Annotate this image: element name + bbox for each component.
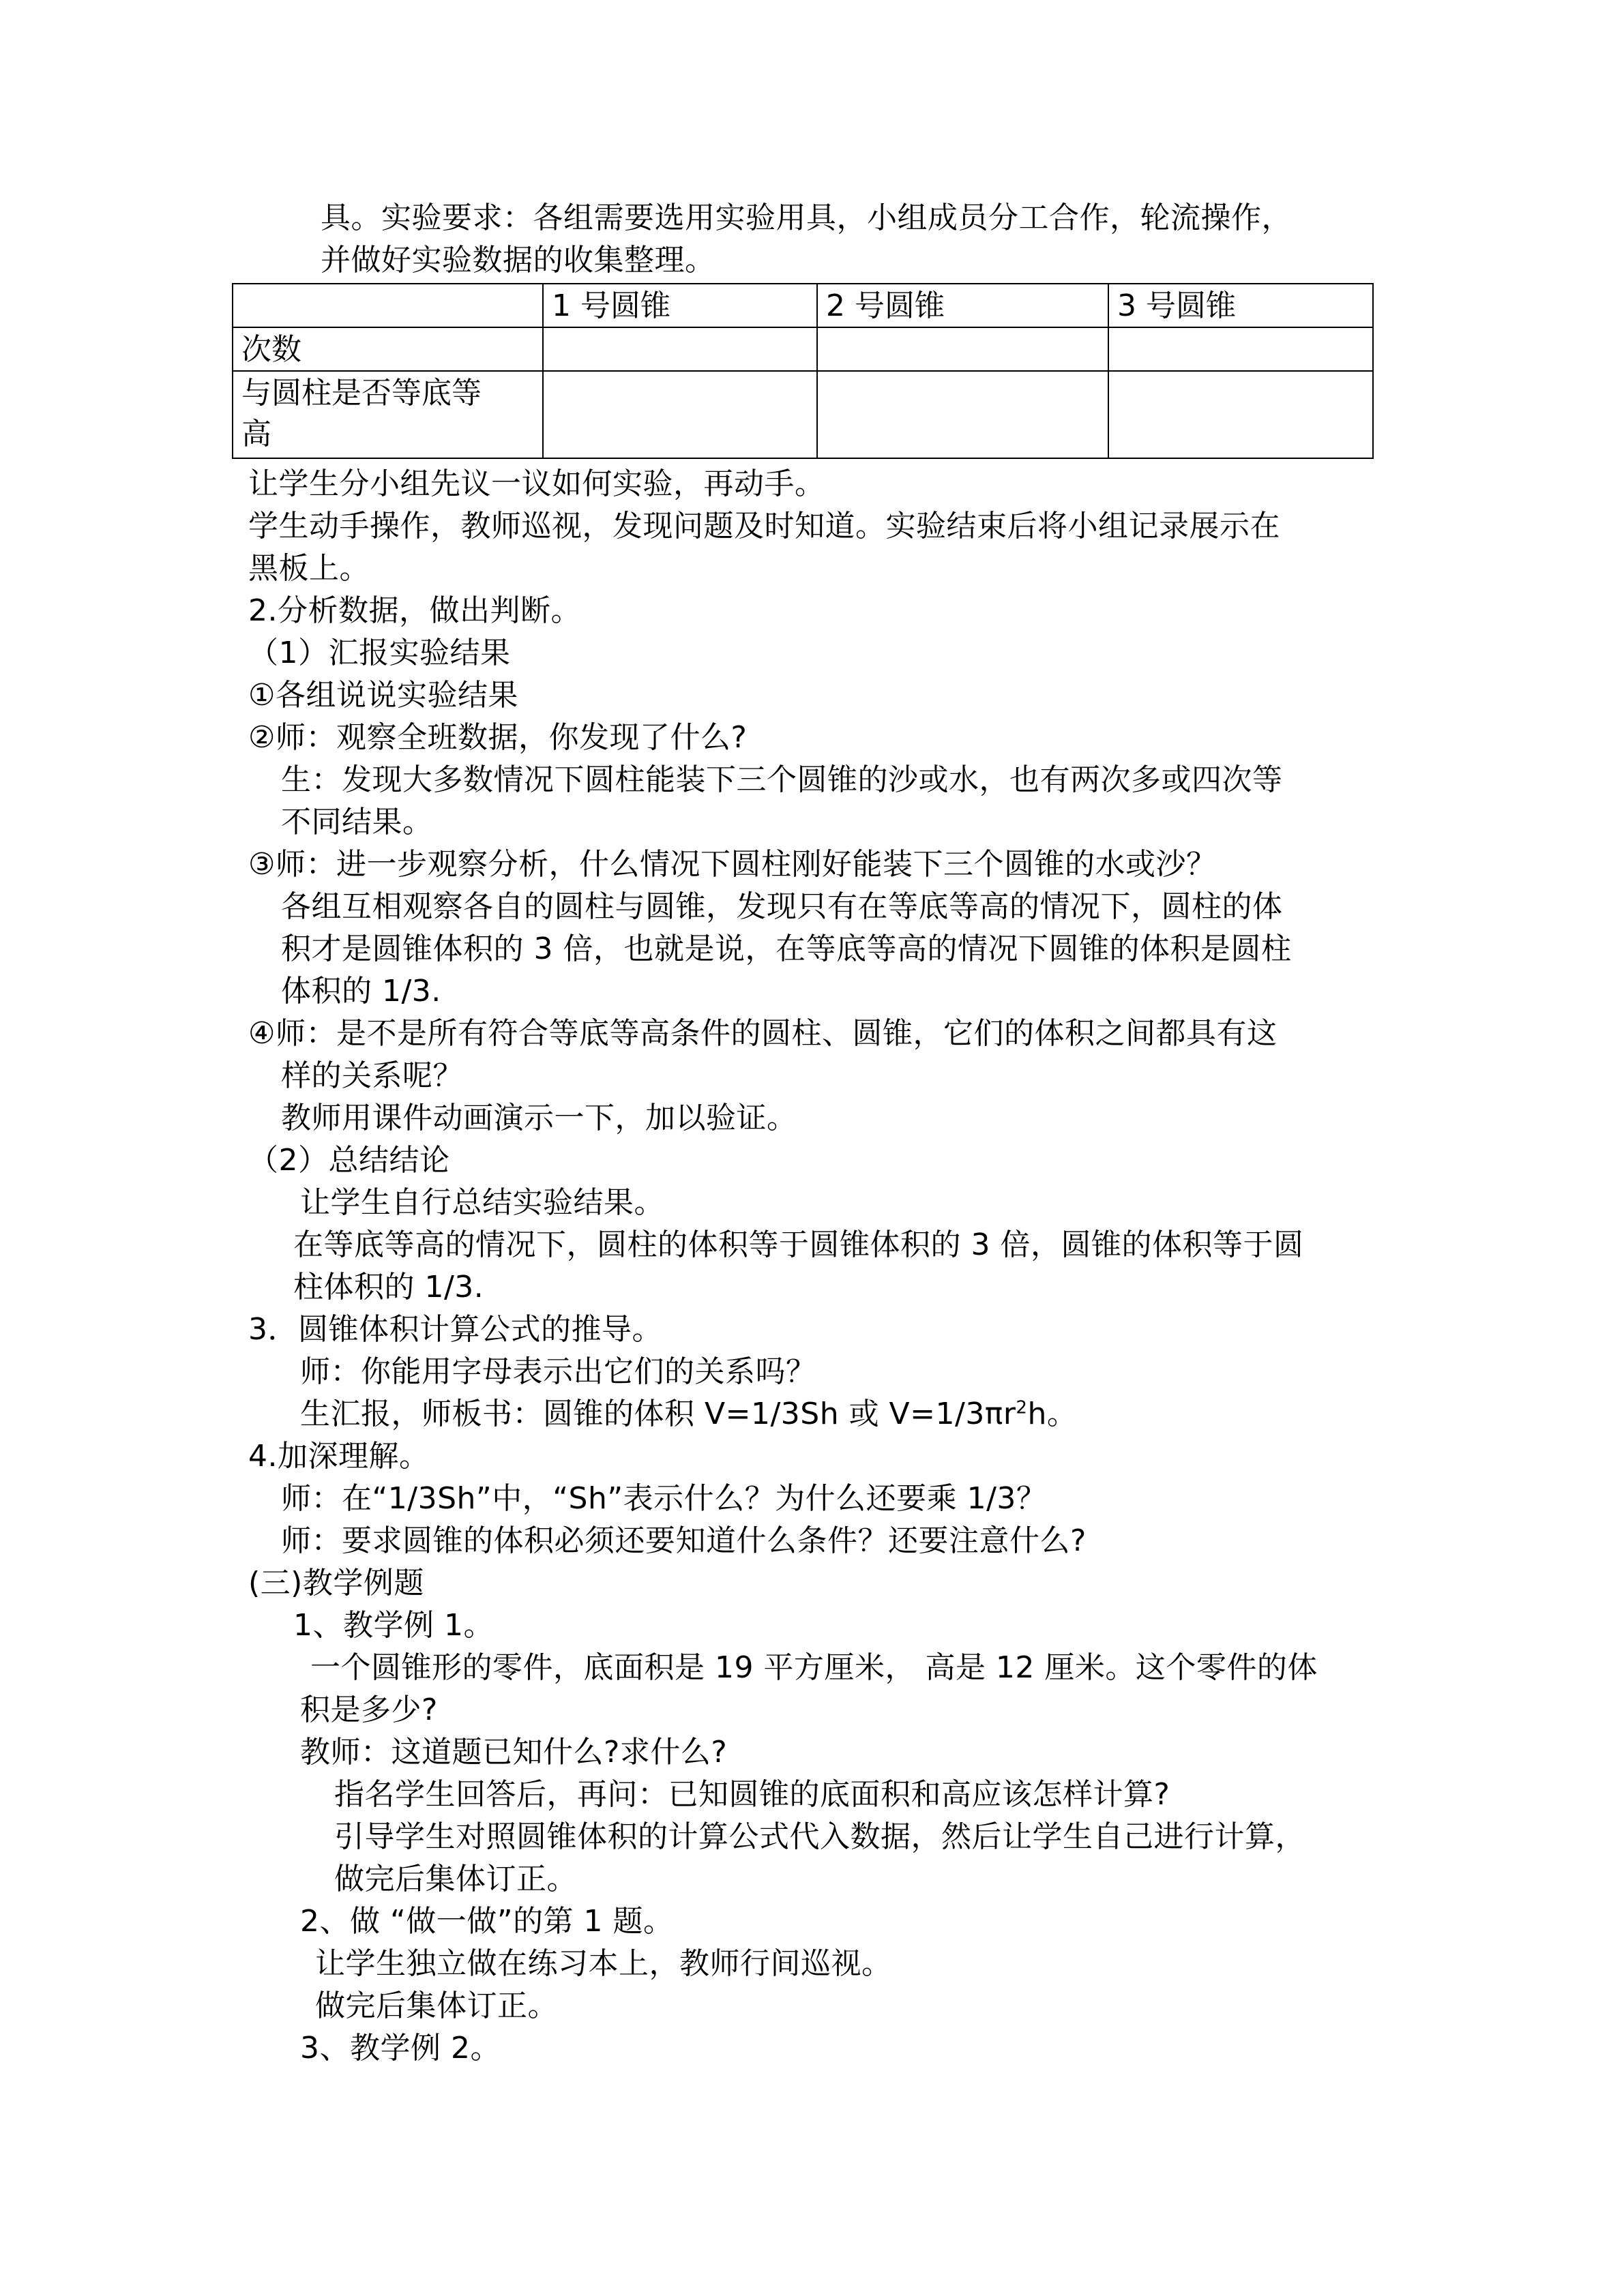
body-line: 让学生独立做在练习本上，教师行间巡视。 <box>315 1946 892 1981</box>
table-header-cell <box>233 284 543 327</box>
body-line: 做完后集体订正。 <box>334 1862 577 1896</box>
section-heading: 3．圆锥体积计算公式的推导。 <box>248 1312 662 1347</box>
body-line: 生：发现大多数情况下圆柱能装下三个圆锥的沙或水，也有两次多或四次等 <box>281 762 1283 797</box>
formula-superscript: 2 <box>1016 1397 1028 1418</box>
body-line: 做完后集体订正。 <box>315 1988 558 2023</box>
body-line: ②师：观察全班数据，你发现了什么? <box>248 720 748 755</box>
intro-line-2: 并做好实验数据的收集整理。 <box>321 243 715 278</box>
body-line: 教师：这道题已知什么?求什么? <box>300 1735 728 1770</box>
sub-heading: （2）总结结论 <box>248 1143 450 1178</box>
body-line: 体积的 1/3. <box>281 974 441 1009</box>
section-heading: (三)教学例题 <box>248 1566 424 1600</box>
body-line: 柱体积的 1/3. <box>293 1270 484 1304</box>
body-line: 积是多少? <box>300 1693 438 1727</box>
body-line: 指名学生回答后，再问：已知圆锥的底面积和高应该怎样计算? <box>334 1777 1170 1812</box>
section-heading: 2.分析数据，做出判断。 <box>248 593 581 628</box>
table-cell <box>817 327 1108 371</box>
table-cell <box>543 371 817 458</box>
table-header-cell: 2 号圆锥 <box>817 284 1108 327</box>
sub-heading: 3、教学例 2。 <box>300 2031 501 2066</box>
table-cell <box>233 371 543 458</box>
sub-heading: 1、教学例 1。 <box>293 1608 494 1643</box>
table-cell <box>543 327 817 371</box>
intro-line-1: 具。实验要求：各组需要选用实验用具，小组成员分工合作，轮流操作， <box>321 200 1292 235</box>
table-row <box>233 371 1373 458</box>
table-cell <box>817 371 1108 458</box>
body-line: 一个圆锥形的零件，底面积是 19 平方厘米， 高是 12 厘米。这个零件的体 <box>310 1650 1318 1685</box>
table-cell <box>1108 371 1373 458</box>
body-line: 学生动手操作，教师巡视，发现问题及时知道。实验结束后将小组记录展示在 <box>248 509 1280 543</box>
formula-text: 生汇报，师板书：圆锥的体积 V=1/3Sh 或 V=1/3πr <box>300 1397 1016 1431</box>
body-line: ③师：进一步观察分析，什么情况下圆柱刚好能装下三个圆锥的水或沙？ <box>248 847 1217 882</box>
body-line: 在等底等高的情况下，圆柱的体积等于圆锥体积的 3 倍，圆锥的体积等于圆 <box>293 1227 1304 1262</box>
body-line: 师：你能用字母表示出它们的关系吗？ <box>300 1354 816 1389</box>
body-line: 不同结果。 <box>281 805 433 839</box>
table-cell-line: 高 <box>241 417 271 451</box>
table-header-row <box>233 284 1373 327</box>
body-line: 各组互相观察各自的圆柱与圆锥，发现只有在等底等高的情况下，圆柱的体 <box>281 889 1283 924</box>
sub-heading: 2、做 “做一做”的第 1 题。 <box>300 1904 674 1939</box>
table-header-cell: 1 号圆锥 <box>543 284 817 327</box>
experiment-record-table <box>232 283 1374 459</box>
body-line: ①各组说说实验结果 <box>248 678 518 713</box>
body-line: 积才是圆锥体积的 3 倍，也就是说，在等底等高的情况下圆锥的体积是圆柱 <box>281 931 1292 966</box>
body-line: 引导学生对照圆锥体积的计算公式代入数据，然后让学生自己进行计算， <box>334 1819 1305 1854</box>
body-line: 样的关系呢？ <box>281 1058 463 1093</box>
body-line: 师：在“1/3Sh”中，“Sh”表示什么？为什么还要乘 1/3？ <box>281 1481 1047 1516</box>
section-heading: 4.加深理解。 <box>248 1439 430 1474</box>
formula-line <box>300 1394 1077 1435</box>
body-line: ④师：是不是所有符合等底等高条件的圆柱、圆锥，它们的体积之间都具有这 <box>248 1016 1278 1051</box>
sub-heading: （1）汇报实验结果 <box>248 636 511 670</box>
table-cell-line: 与圆柱是否等底等 <box>241 376 482 411</box>
body-line: 让学生自行总结实验结果。 <box>300 1185 664 1220</box>
body-line: 师：要求圆锥的体积必须还要知道什么条件？还要注意什么? <box>281 1523 1087 1558</box>
table-header-cell: 3 号圆锥 <box>1108 284 1373 327</box>
formula-text-end: h。 <box>1027 1397 1078 1431</box>
table-row <box>233 327 1373 371</box>
body-line: 教师用课件动画演示一下，加以验证。 <box>281 1101 797 1135</box>
body-line: 黑板上。 <box>248 551 370 586</box>
body-line: 让学生分小组先议一议如何实验，再动手。 <box>248 466 825 501</box>
table-cell: 次数 <box>233 327 543 371</box>
table-cell <box>1108 327 1373 371</box>
